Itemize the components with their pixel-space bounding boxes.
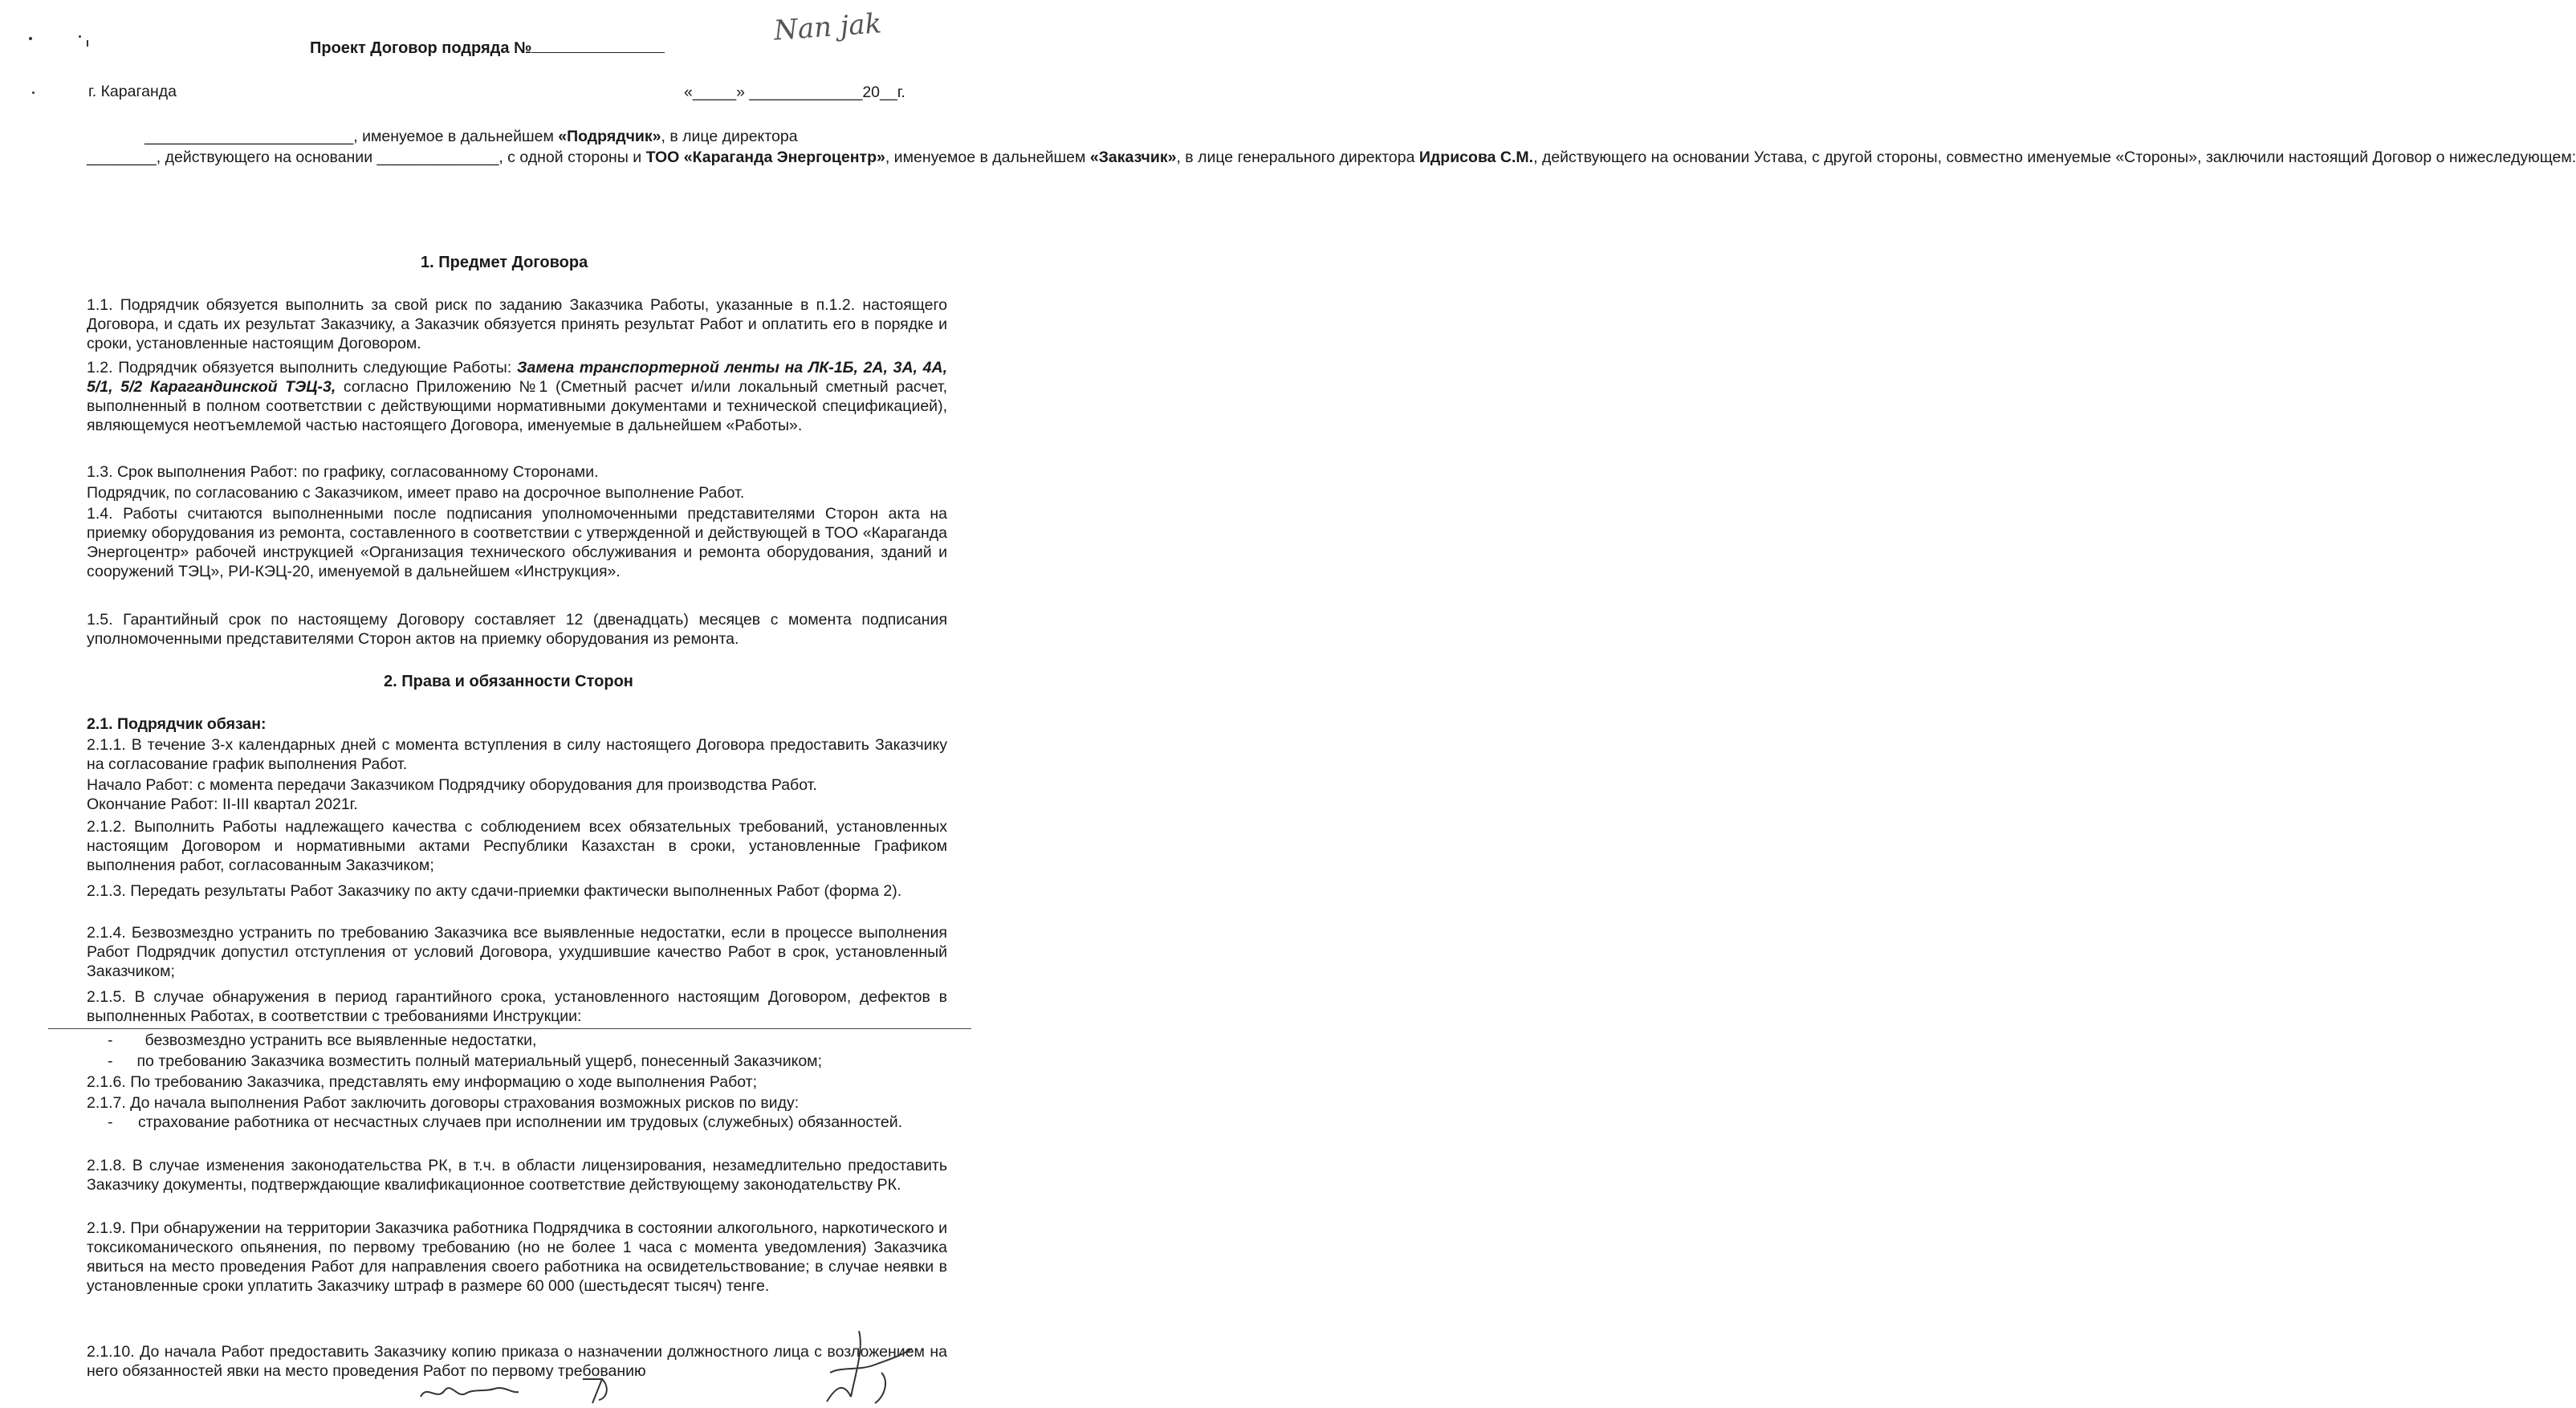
scan-speck	[29, 37, 32, 40]
document-title: Проект Договор подряда №	[310, 39, 665, 58]
scan-speck	[32, 92, 35, 94]
subsection-2-1: 2.1. Подрядчик обязан:	[87, 715, 267, 733]
city: г. Караганда	[88, 83, 177, 100]
contract-date: «_____» _____________20__г.	[684, 83, 905, 101]
clause-1-2: 1.2. Подрядчик обязуется выполнить следующие Работы: Замена транспортерной ленты на ЛК-1Б, 2А, 3А, 4А, 5/1, 5/2 Карагандинской ТЭЦ-3, согласно Приложению №1 (Сметный расчет и/или локальный сметный расчет, выполненный в полном соответствии с действующими нормативными документами и технической спецификацией), являющемуся неотъемлемой частью настоящего Договора, именуемые в дальнейшем «Работы».	[87, 359, 947, 434]
clause-2-1-7: 2.1.7. До начала выполнения Работ заключить договоры страхования возможных рисков по виду:	[87, 1094, 800, 1112]
clause-2-1-6: 2.1.6. По требованию Заказчика, представлять ему информацию о ходе выполнения Работ;	[87, 1073, 758, 1091]
clause-1-1: 1.1. Подрядчик обязуется выполнить за свой риск по заданию Заказчика Работы, указанные в п.1.2. настоящего Договора, и сдать их результат Заказчику, а Заказчик обязуется принять результат Работ и оплатить его в порядке и сроки, установленные настоящим Договором.	[87, 296, 947, 352]
bullet-item: - по требованию Заказчика возместить полный материальный ущерб, понесенный Заказчиком;	[108, 1052, 823, 1070]
signature	[811, 1325, 923, 1408]
clause-1-3-note: Подрядчик, по согласованию с Заказчиком, имеет право на досрочное выполнение Работ.	[87, 484, 745, 502]
scan-speck	[79, 35, 81, 38]
clause-2-1-4: 2.1.4. Безвозмездно устранить по требованию Заказчика все выявленные недостатки, если в процессе выполнения Работ Подрядчик допустил отступления от условий Договора, ухудшившие качество Работ в срок, установленный Заказчиком;	[87, 924, 947, 980]
intro-line-2: ________, действующего на основании ______________, с одной стороны и ТОО «Караганда Энергоцентр», именуемое в дальнейшем «Заказчик», в лице генерального директора Идрисова С.М., действующего на основании Устава, с другой стороны, совместно именуемые «Стороны», заключили настоящий Договор о нижеследующем:	[87, 149, 2576, 166]
section-1-title: 1. Предмет Договора	[421, 254, 588, 271]
initials-signature	[417, 1377, 522, 1406]
clause-2-1-9: 2.1.9. При обнаружении на территории Заказчика работника Подрядчика в состоянии алкогольного, наркотического и токсикоманического опьянения, по первому требованию (но не более 1 часа с момента уведомления) Заказчика явиться на место проведения Работ для направления своего работника на освидетельствование; в случае неявки в установленные сроки уплатить Заказчику штраф в размере 60 000 (шестьдесят тысяч) тенге.	[87, 1219, 947, 1295]
bullet-item: - безвозмездно устранить все выявленные недостатки,	[108, 1032, 537, 1049]
clause-2-1-2: 2.1.2. Выполнить Работы надлежащего качества с соблюдением всех обязательных требований, установленных настоящим Договором и нормативными актами Республики Казахстан в сроки, установленные Графиком выполнения работ, согласованным Заказчиком;	[87, 818, 947, 874]
clause-1-5: 1.5. Гарантийный срок по настоящему Договору составляет 12 (двенадцать) месяцев с момента подписания уполномоченными представителями Сторон актов на приемку оборудования из ремонта.	[87, 611, 947, 648]
initials-signature	[578, 1371, 626, 1406]
clause-2-1-3: 2.1.3. Передать результаты Работ Заказчику по акту сдачи-приемки фактически выполненных Работ (форма 2).	[87, 882, 902, 900]
clause-1-3: 1.3. Срок выполнения Работ: по графику, согласованному Сторонами.	[87, 463, 599, 481]
handwritten-note: Nan jak	[772, 7, 883, 47]
scan-fold-line	[48, 1028, 971, 1029]
clause-2-1-5: 2.1.5. В случае обнаружения в период гарантийного срока, установленного настоящим Договором, дефектов в выполненных Работах, в соответствии с требованиями Инструкции:	[87, 988, 947, 1025]
intro-line-1: ________________________, именуемое в дальнейшем «Подрядчик», в лице директора	[144, 128, 798, 145]
clause-2-1-8: 2.1.8. В случае изменения законодательства РК, в т.ч. в области лицензирования, незамедлительно предоставить Заказчику документы, подтверждающие квалификационное соответствие действующему законодательству РК.	[87, 1157, 947, 1194]
section-2-title: 2. Права и обязанности Сторон	[384, 673, 633, 690]
scan-speck	[87, 40, 88, 47]
work-start: Начало Работ: с момента передачи Заказчиком Подрядчику оборудования для производства Работ.	[87, 776, 817, 794]
bullet-item: - страхование работника от несчастных случаев при исполнении им трудовых (служебных) обязанностей.	[108, 1113, 903, 1131]
clause-2-1-1: 2.1.1. В течение 3-х календарных дней с момента вступления в силу настоящего Договора предоставить Заказчику на согласование график выполнения Работ.	[87, 736, 947, 773]
work-end: Окончание Работ: II-III квартал 2021г.	[87, 796, 358, 813]
clause-1-4: 1.4. Работы считаются выполненными после подписания уполномоченными представителями Сторон акта на приемку оборудования из ремонта, составленного в соответствии с утвержденной и действующей в ТОО «Караганда Энергоцентр» рабочей инструкцией «Организация технического обслуживания и ремонта оборудования, зданий и сооружений ТЭЦ», РИ-КЭЦ-20, именуемой в дальнейшем «Инструкция».	[87, 505, 947, 580]
clause-2-1-10: 2.1.10. До начала Работ предоставить Заказчику копию приказа о назначении должностного лица с возложением на него обязанностей явки на место проведения Работ по первому требованию	[87, 1343, 947, 1380]
